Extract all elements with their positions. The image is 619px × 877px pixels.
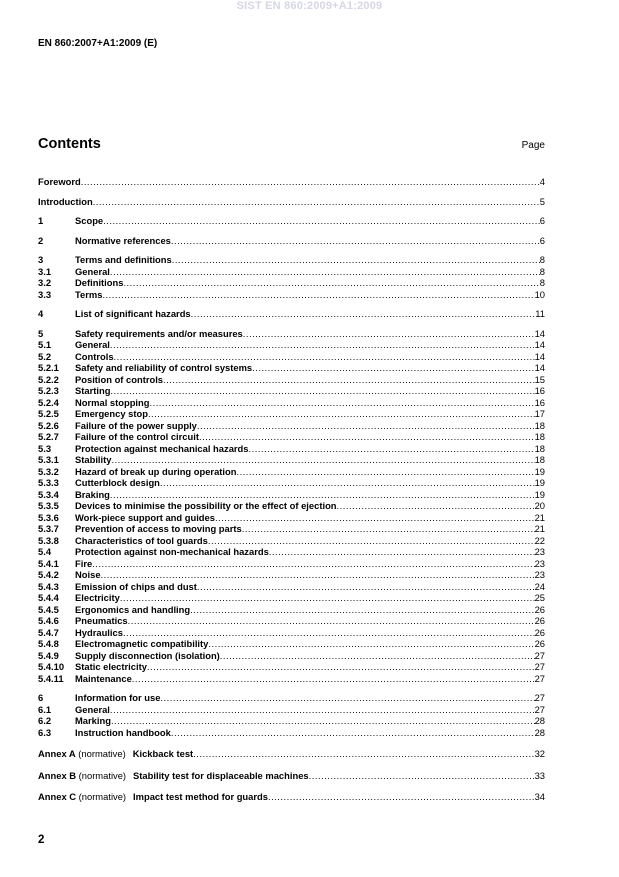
- toc-entry-number: 5.4.9: [38, 649, 59, 661]
- toc-entry-title: Scope: [75, 215, 104, 226]
- toc-entry-title: Introduction: [38, 195, 93, 207]
- toc-entry-title: Foreword: [38, 176, 81, 187]
- toc-entry-title: General: [75, 703, 110, 715]
- dot-leader: [93, 196, 540, 208]
- toc-entry-page: 26: [534, 626, 545, 638]
- dot-leader: [236, 466, 534, 478]
- dot-leader: [208, 535, 535, 547]
- annex-title: Kickback test: [132, 748, 194, 759]
- toc-entry-number: 5.2.5: [38, 408, 59, 419]
- toc-entry-page: 6: [539, 234, 545, 246]
- toc-entry-number: 6.2: [38, 715, 52, 726]
- toc-entry-title: Controls: [75, 350, 114, 362]
- toc-entry[interactable]: [38, 569, 545, 581]
- toc-entry-number: 5.2.4: [38, 396, 59, 408]
- dot-leader: [110, 266, 540, 278]
- dot-leader: [190, 604, 534, 616]
- toc-entry[interactable]: [38, 535, 545, 547]
- toc-entry-title: Maintenance: [75, 672, 132, 684]
- toc-entry[interactable]: [38, 351, 545, 363]
- dot-leader: [103, 215, 540, 227]
- toc-entry-title: Emission of chips and dust: [75, 580, 197, 592]
- toc-entry-title: Noise: [75, 569, 101, 580]
- toc-entry-number: 5.3.1: [38, 454, 59, 465]
- toc-entry-page: 23: [534, 546, 545, 557]
- toc-entry-title: Work-piece support and guides: [75, 511, 215, 523]
- toc-entry-number: 5.3.7: [38, 523, 59, 534]
- annex-kind: (normative): [78, 769, 127, 781]
- toc-entry-number: 3.2: [38, 277, 52, 288]
- toc-entry-title: Information for use: [75, 692, 161, 703]
- toc-entry-number: 5.3.4: [38, 488, 59, 500]
- toc-entry-title: Braking: [75, 488, 110, 500]
- toc-entry[interactable]: [38, 328, 545, 340]
- toc-entry-title: Starting: [75, 385, 111, 396]
- toc-entry-number: 5.4.7: [38, 626, 59, 638]
- toc-entry-page: 26: [534, 615, 545, 626]
- toc-entry-number: 5.4: [38, 546, 52, 557]
- dot-leader: [197, 420, 535, 432]
- toc-entry-page: 26: [534, 603, 545, 615]
- toc-entry-number: 3.1: [38, 265, 52, 277]
- toc-entry-number: 1: [38, 215, 44, 226]
- toc-entry-title: Failure of the power supply: [75, 419, 197, 431]
- toc-entry[interactable]: [38, 615, 545, 627]
- dot-leader: [252, 362, 534, 374]
- toc-entry-title: Fire: [75, 557, 93, 569]
- dot-leader: [123, 277, 539, 289]
- dot-leader: [208, 638, 534, 650]
- toc-entry-page: 21: [534, 511, 545, 523]
- toc-entry-page: 17: [534, 408, 545, 419]
- toc-entry[interactable]: [38, 727, 545, 739]
- toc-entry-page: 4: [539, 176, 545, 187]
- dot-leader: [111, 715, 535, 727]
- toc-entry[interactable]: [38, 408, 545, 420]
- toc-entry[interactable]: [38, 500, 545, 512]
- toc-entry-number: 5.4.11: [38, 672, 64, 684]
- toc-entry-number: 5.2.7: [38, 431, 59, 442]
- page-number: 2: [38, 834, 45, 846]
- toc-entry-title: Position of controls: [75, 373, 164, 385]
- toc-entry[interactable]: [38, 604, 545, 616]
- dot-leader: [243, 328, 535, 340]
- toc-annex-entry[interactable]: [38, 748, 545, 760]
- toc-entry[interactable]: [38, 692, 545, 704]
- toc-entry[interactable]: [38, 638, 545, 650]
- toc-entry-number: 3.3: [38, 288, 52, 300]
- toc-annex-entry[interactable]: [38, 791, 545, 803]
- toc-entry-page: 26: [534, 638, 545, 649]
- table-of-contents: [38, 176, 545, 803]
- dot-leader: [172, 254, 540, 266]
- toc-entry[interactable]: [38, 466, 545, 478]
- toc-entry[interactable]: [38, 558, 545, 570]
- toc-entry-number: 5.3.8: [38, 534, 59, 546]
- dot-leader: [160, 692, 534, 704]
- toc-entry-page: 8: [539, 277, 545, 288]
- toc-entry[interactable]: [38, 592, 545, 604]
- toc-entry-page: 24: [534, 580, 545, 592]
- toc-entry-page: 21: [534, 523, 545, 534]
- toc-entry[interactable]: [38, 454, 545, 466]
- toc-entry-page: 5: [539, 195, 545, 207]
- toc-entry[interactable]: [38, 627, 545, 639]
- dot-leader: [120, 592, 535, 604]
- toc-entry-title: General: [75, 265, 110, 277]
- dot-leader: [110, 385, 534, 397]
- annex-title: Stability test for displaceable machines: [133, 769, 309, 781]
- toc-entry-title: Devices to minimise the possibility or the effect of ejection: [75, 500, 337, 511]
- dot-leader: [149, 397, 534, 409]
- toc-entry[interactable]: [38, 176, 545, 188]
- toc-entry-page: 22: [534, 534, 545, 546]
- toc-entry-title: Failure of the control circuit: [75, 431, 199, 442]
- toc-entry[interactable]: [38, 661, 545, 673]
- dot-leader: [102, 289, 534, 301]
- document-reference: EN 860:2007+A1:2009 (E): [38, 38, 158, 49]
- toc-entry-page: 33: [534, 769, 545, 781]
- toc-entry-page: 6: [539, 215, 545, 226]
- toc-entry-title: Normal stopping: [75, 396, 150, 408]
- toc-entry-number: 4: [38, 308, 44, 319]
- toc-entry-title: Normative references: [75, 234, 171, 246]
- dot-leader: [147, 661, 535, 673]
- toc-entry-title: Terms: [75, 288, 103, 300]
- toc-entry[interactable]: [38, 477, 545, 489]
- toc-entry-page: 18: [534, 442, 545, 454]
- toc-entry-title: Instruction handbook: [75, 726, 171, 738]
- toc-entry-page: 23: [534, 557, 545, 569]
- toc-entry-number: 5.3.6: [38, 511, 59, 523]
- toc-entry-page: 19: [534, 477, 545, 488]
- dot-leader: [132, 673, 535, 685]
- toc-entry-page: 19: [534, 488, 545, 500]
- toc-entry-number: 6.1: [38, 703, 52, 715]
- dot-leader: [92, 558, 534, 570]
- dot-leader: [309, 770, 535, 782]
- toc-entry-page: 25: [534, 592, 545, 603]
- annex-label: Annex A: [38, 748, 76, 759]
- toc-entry-page: 28: [534, 726, 545, 738]
- toc-entry-page: 28: [534, 715, 545, 726]
- toc-entry-number: 5.2.2: [38, 373, 59, 385]
- toc-entry-page: 20: [534, 500, 545, 511]
- toc-entry-page: 27: [534, 672, 545, 684]
- dot-leader: [220, 650, 535, 662]
- dot-leader: [215, 512, 535, 524]
- toc-entry-title: Hydraulics: [75, 626, 123, 638]
- toc-entry-title: Emergency stop: [75, 408, 148, 419]
- toc-entry-number: 5.2.6: [38, 419, 59, 431]
- toc-entry-page: 11: [535, 308, 545, 319]
- toc-entry-number: 2: [38, 234, 44, 246]
- dot-leader: [110, 704, 535, 716]
- toc-entry-number: 5.2.3: [38, 385, 59, 396]
- toc-entry[interactable]: [38, 277, 545, 289]
- toc-entry-page: 14: [534, 339, 545, 350]
- annex-label: Annex B: [38, 769, 77, 781]
- toc-entry-page: 23: [534, 569, 545, 580]
- toc-entry-number: 5.3.2: [38, 465, 59, 477]
- toc-entry-number: 5.4.8: [38, 638, 59, 649]
- toc-entry-page: 8: [539, 254, 545, 265]
- toc-entry-title: Characteristics of tool guards: [75, 534, 208, 546]
- toc-entry-page: 27: [534, 649, 545, 661]
- dot-leader: [249, 443, 535, 455]
- dot-leader: [128, 615, 535, 627]
- toc-entry-page: 14: [534, 327, 545, 339]
- toc-entry[interactable]: [38, 235, 545, 247]
- toc-entry[interactable]: [38, 443, 545, 455]
- toc-entry[interactable]: [38, 546, 545, 558]
- dot-leader: [114, 351, 535, 363]
- toc-entry-title: Definitions: [75, 277, 124, 288]
- toc-entry-title: Stability: [75, 454, 112, 465]
- toc-entry[interactable]: [38, 523, 545, 535]
- page-column-label: Page: [521, 140, 545, 151]
- toc-entry-number: 5.3: [38, 442, 52, 454]
- toc-entry-number: 5.4.6: [38, 615, 59, 626]
- toc-entry-number: 5.4.2: [38, 569, 59, 580]
- toc-entry-title: Hazard of break up during operation: [75, 465, 237, 477]
- toc-entry[interactable]: [38, 489, 545, 501]
- toc-entry-title: Protection against non-mechanical hazards: [75, 546, 269, 557]
- toc-entry-title: Prevention of access to moving parts: [75, 523, 242, 534]
- dot-leader: [191, 308, 536, 320]
- toc-entry-title: List of significant hazards: [75, 308, 191, 319]
- toc-entry[interactable]: [38, 196, 545, 208]
- toc-entry-title: Safety requirements and/or measures: [75, 327, 243, 339]
- toc-entry-number: 5.4.5: [38, 603, 59, 615]
- toc-entry[interactable]: [38, 362, 545, 374]
- toc-entry-number: 5.4.4: [38, 592, 59, 603]
- toc-entry-page: 15: [534, 373, 545, 385]
- toc-entry[interactable]: [38, 374, 545, 386]
- toc-entry-number: 6: [38, 692, 44, 703]
- toc-entry-number: 5.4.1: [38, 557, 59, 569]
- dot-leader: [160, 477, 535, 489]
- toc-entry-title: Static electricity: [75, 661, 147, 672]
- toc-annex-entry[interactable]: [38, 770, 545, 782]
- toc-entry-page: 27: [534, 692, 545, 703]
- toc-entry-title: Marking: [75, 715, 111, 726]
- watermark: SIST EN 860:2009+A1:2009: [236, 0, 383, 12]
- annex-title: Impact test method for guards: [133, 791, 268, 802]
- page-title: Contents: [38, 136, 101, 152]
- toc-entry-title: Supply disconnection (isolation): [75, 649, 220, 661]
- dot-leader: [268, 791, 535, 803]
- dot-leader: [81, 176, 540, 188]
- toc-entry-number: 6.3: [38, 726, 52, 738]
- dot-leader: [111, 454, 534, 466]
- toc-entry-page: 14: [534, 362, 545, 373]
- toc-entry-page: 18: [534, 454, 545, 465]
- dot-leader: [199, 431, 535, 443]
- toc-entry-page: 14: [534, 350, 545, 362]
- toc-entry-page: 19: [534, 465, 545, 477]
- toc-entry-title: General: [75, 339, 110, 350]
- toc-entry-title: Ergonomics and handling: [75, 603, 191, 615]
- dot-leader: [123, 627, 535, 639]
- toc-entry-title: Terms and definitions: [75, 254, 172, 265]
- toc-entry-title: Safety and reliability of control systems: [75, 362, 253, 373]
- dot-leader: [242, 523, 535, 535]
- toc-entry-page: 16: [534, 396, 545, 408]
- dot-leader: [110, 339, 535, 351]
- toc-entry[interactable]: [38, 704, 545, 716]
- dot-leader: [110, 489, 535, 501]
- toc-entry-number: 5.3.5: [38, 500, 59, 511]
- toc-entry-number: 5.1: [38, 339, 52, 350]
- toc-entry-page: 27: [534, 703, 545, 715]
- toc-entry-page: 8: [539, 265, 545, 277]
- dot-leader: [171, 235, 540, 247]
- toc-entry[interactable]: [38, 308, 545, 320]
- toc-entry-number: 3: [38, 254, 44, 265]
- toc-entry-page: 10: [534, 288, 545, 300]
- dot-leader: [171, 727, 535, 739]
- toc-entry-title: Electromagnetic compatibility: [75, 638, 209, 649]
- toc-entry-page: 32: [534, 748, 545, 759]
- toc-entry-page: 16: [534, 385, 545, 396]
- dot-leader: [193, 748, 534, 760]
- toc-entry-page: 18: [534, 431, 545, 442]
- annex-kind: (normative): [78, 748, 126, 759]
- toc-entry[interactable]: [38, 431, 545, 443]
- toc-entry[interactable]: [38, 715, 545, 727]
- toc-entry-number: 5: [38, 327, 44, 339]
- dot-leader: [337, 500, 535, 512]
- toc-entry-number: 5.2.1: [38, 362, 59, 373]
- toc-entry[interactable]: [38, 650, 545, 662]
- toc-entry-page: 18: [534, 419, 545, 431]
- toc-entry-number: 5.4.10: [38, 661, 65, 672]
- toc-entry[interactable]: [38, 512, 545, 524]
- dot-leader: [197, 581, 535, 593]
- toc-entry[interactable]: [38, 254, 545, 266]
- toc-entry[interactable]: [38, 673, 545, 685]
- annex-label: Annex C: [38, 791, 77, 802]
- toc-entry[interactable]: [38, 385, 545, 397]
- toc-entry[interactable]: [38, 581, 545, 593]
- toc-entry[interactable]: [38, 215, 545, 227]
- toc-entry-title: Protection against mechanical hazards: [75, 442, 249, 454]
- dot-leader: [148, 408, 535, 420]
- toc-entry[interactable]: [38, 266, 545, 278]
- toc-entry-title: Electricity: [75, 592, 120, 603]
- toc-entry[interactable]: [38, 420, 545, 432]
- dot-leader: [101, 569, 535, 581]
- toc-entry[interactable]: [38, 339, 545, 351]
- toc-entry-number: 5.3.3: [38, 477, 59, 488]
- toc-entry-title: Cutterblock design: [75, 477, 160, 488]
- toc-entry-title: Pneumatics: [75, 615, 128, 626]
- toc-entry-number: 5.2: [38, 350, 52, 362]
- toc-entry-page: 27: [534, 661, 545, 672]
- annex-kind: (normative): [78, 791, 127, 802]
- dot-leader: [269, 546, 535, 558]
- toc-entry-page: 34: [534, 791, 545, 802]
- dot-leader: [163, 374, 535, 386]
- toc-entry-number: 5.4.3: [38, 580, 59, 592]
- toc-entry[interactable]: [38, 289, 545, 301]
- toc-entry[interactable]: [38, 397, 545, 409]
